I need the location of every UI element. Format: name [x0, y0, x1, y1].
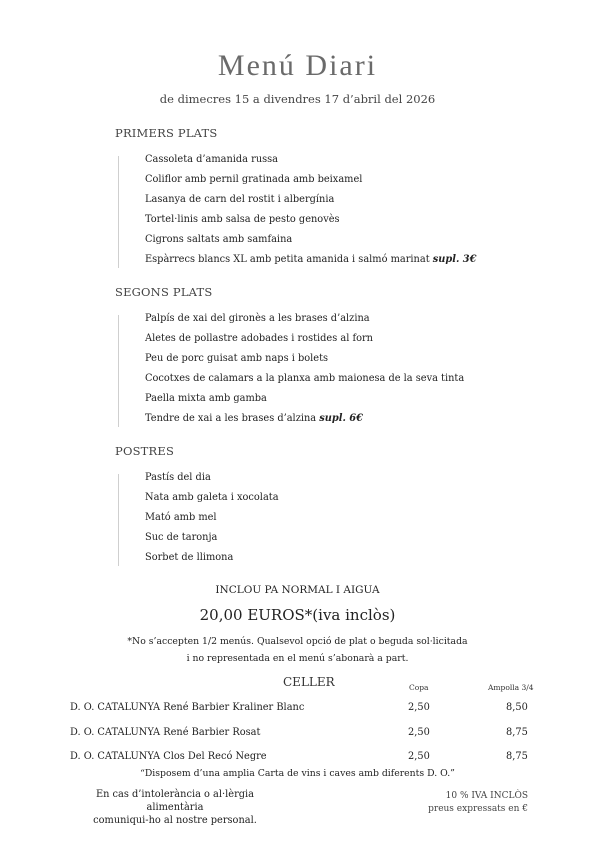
wine-copa-price: 2,50: [408, 751, 430, 762]
allergy-line: En cas d’intolerància o al·lèrgia alimentària: [95, 789, 254, 813]
wine-row: [70, 751, 540, 769]
section-title-postres: POSTRES: [115, 444, 175, 458]
menu-dates: de dimecres 15 a divendres 17 d’abril del 2026: [159, 92, 436, 106]
section-divider-segons: [118, 315, 119, 427]
allergy-notice: [75, 788, 275, 827]
wine-ampolla-price: 8,50: [506, 702, 528, 713]
section-divider-primers: [118, 156, 119, 268]
menu-item: Peu de porc guisat amb naps i bolets: [145, 353, 329, 364]
menu-item: Coliflor amb pernil gratinada amb beixamel: [145, 174, 363, 185]
allergy-line: comuniqui-ho al nostre personal.: [93, 815, 257, 826]
menu-item: Palpís de xai del gironès a les brases d’alzina: [145, 313, 370, 324]
section-title-segons: SEGONS PLATS: [115, 285, 213, 299]
menu-item: Cigrons saltats amb samfaina: [145, 234, 293, 245]
menu-price: 20,00 EUROS*(iva inclòs): [199, 606, 396, 624]
wine-row: [70, 702, 540, 720]
wine-row: [70, 727, 540, 745]
menu-item: Mató amb mel: [145, 512, 217, 523]
conditions-line: i no representada en el menú s’abonarà a part.: [186, 653, 409, 664]
menu-item: Paella mixta amb gamba: [145, 393, 267, 404]
column-header-ampolla: Ampolla 3/4: [488, 683, 534, 692]
wine-ampolla-price: 8,75: [506, 751, 528, 762]
wine-list-note: “Disposem d’una amplia Carta de vins i caves amb diferents D. O.”: [140, 768, 455, 779]
menu-item: Nata amb galeta i xocolata: [145, 492, 279, 503]
menu-item: Lasanya de carn del rostit i albergínia: [145, 194, 335, 205]
wine-copa-price: 2,50: [408, 727, 430, 738]
supplement-price: supl. 3€: [432, 254, 477, 265]
wine-name: D. O. CATALUNYA René Barbier Kraliner Blanc: [70, 702, 305, 713]
column-header-copa: Copa: [409, 683, 429, 692]
wine-name: D. O. CATALUNYA René Barbier Rosat: [70, 727, 261, 738]
wine-copa-price: 2,50: [408, 702, 430, 713]
menu-item: Espàrrecs blancs XL amb petita amanida i salmó marinat supl. 3€: [145, 254, 477, 265]
vat-line: 10 % IVA INCLÒS: [445, 791, 528, 801]
vat-notice: [400, 790, 528, 816]
menu-item: Cocotxes de calamars a la planxa amb maionesa de la seva tinta: [145, 373, 465, 384]
conditions-line: *No s’accepten 1/2 menús. Qualsevol opció de plat o beguda sol·licitada: [127, 636, 468, 647]
wine-name: D. O. CATALUNYA Clos Del Recó Negre: [70, 751, 267, 762]
section-title-primers: PRIMERS PLATS: [115, 126, 218, 140]
menu-item: Tendre de xai a les brases d’alzina supl. 6€: [145, 413, 363, 424]
menu-item: Sorbet de llimona: [145, 552, 234, 563]
menu-item: Aletes de pollastre adobades i rostides al forn: [145, 333, 373, 344]
menu-item: Suc de taronja: [145, 532, 218, 543]
menu-item: Tortel·linis amb salsa de pesto genovès: [145, 214, 340, 225]
celler-title: CELLER: [283, 675, 335, 689]
supplement-price: supl. 6€: [319, 413, 363, 424]
currency-line: preus expressats en €: [428, 804, 528, 814]
menu-title: Menú Diari: [217, 49, 378, 82]
section-items-primers: [145, 150, 476, 270]
menu-conditions: [0, 633, 595, 667]
section-items-segons: [145, 309, 464, 429]
menu-item: Pastís del dia: [145, 472, 211, 483]
includes-note: INCLOU PA NORMAL I AIGUA: [215, 584, 380, 596]
section-divider-postres: [118, 474, 119, 566]
menu-item: Cassoleta d’amanida russa: [145, 154, 279, 165]
section-items-postres: [145, 468, 279, 568]
wine-ampolla-price: 8,75: [506, 727, 528, 738]
